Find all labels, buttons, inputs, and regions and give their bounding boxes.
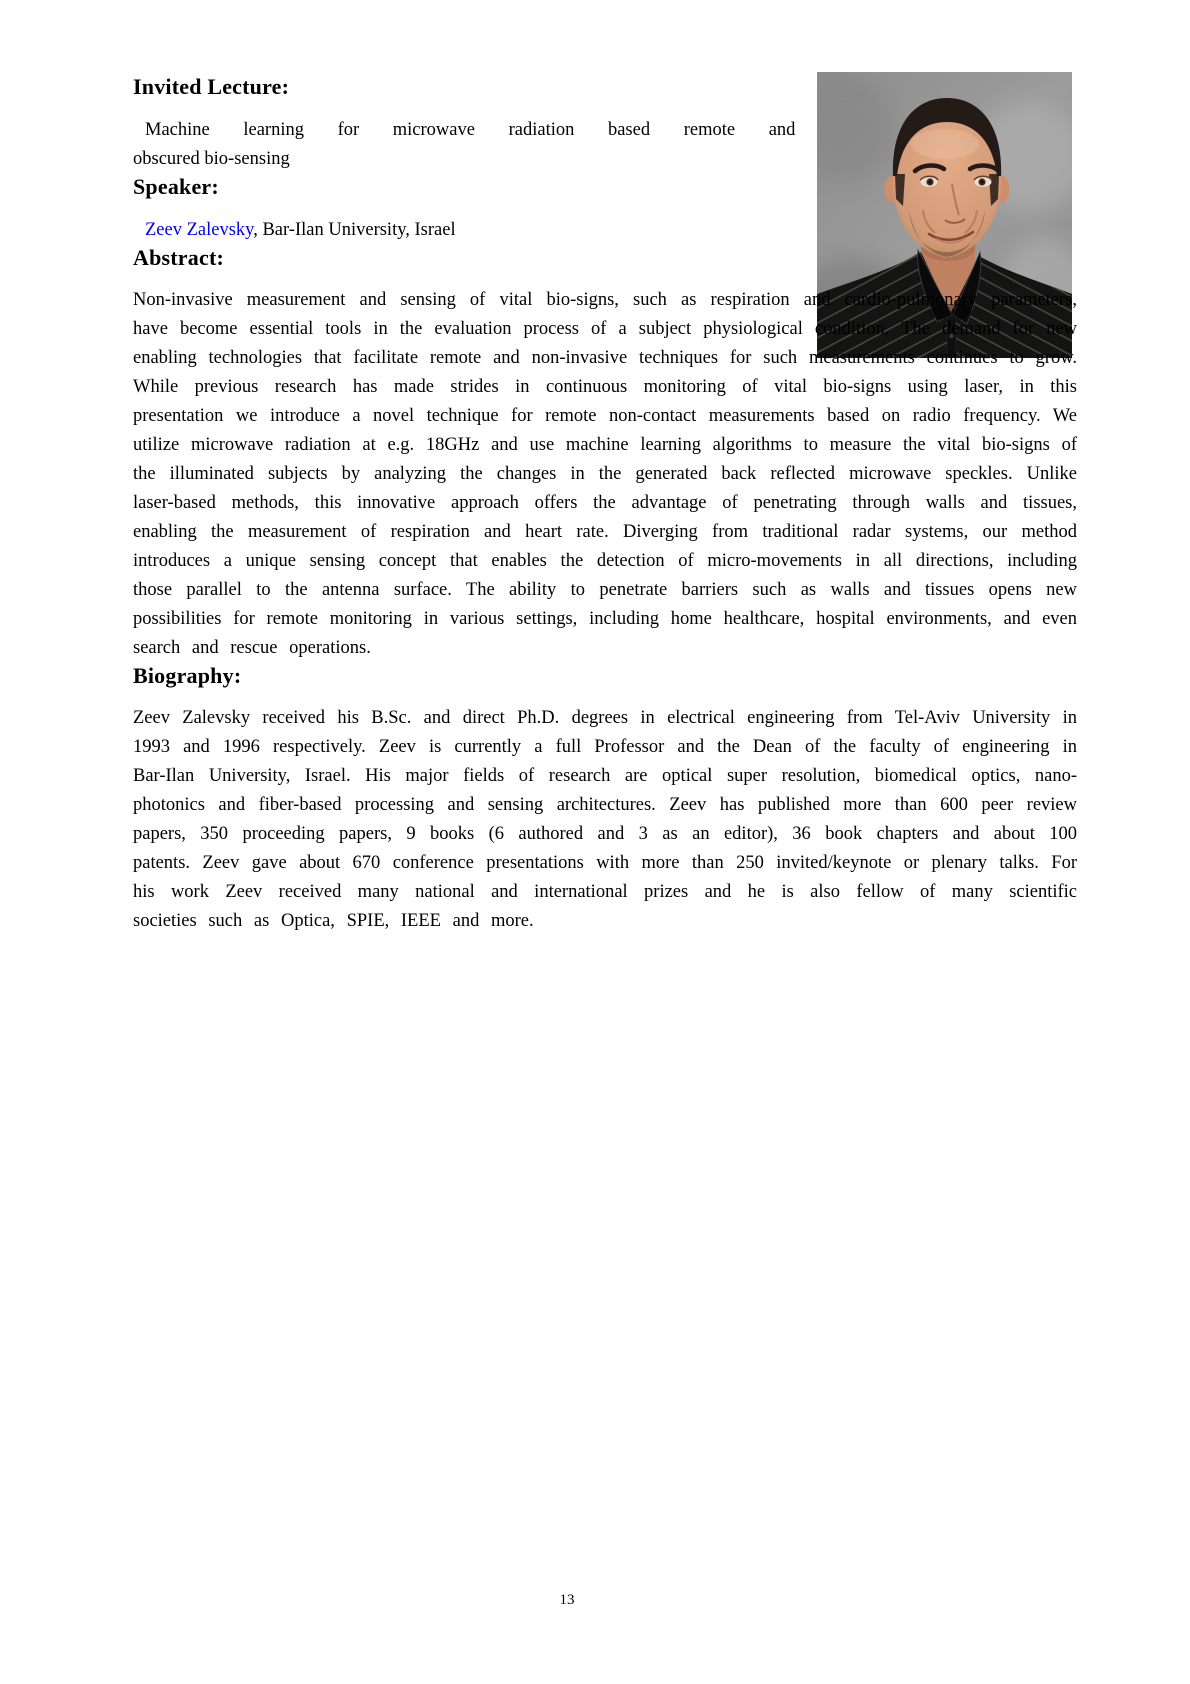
biography-heading: Biography:: [133, 663, 242, 688]
lecture-title: [133, 116, 823, 174]
speaker-affiliation: , Bar-Ilan University, Israel: [253, 220, 456, 240]
speaker-line: [133, 216, 1077, 245]
abstract-heading: Abstract:: [133, 245, 224, 270]
lecture-title-line1: Machine learning for microwave radiation based remote and: [145, 120, 796, 140]
invited-lecture-heading: Invited Lecture:: [133, 74, 290, 99]
speaker-heading: Speaker:: [133, 174, 219, 199]
biography-text: Zeev Zalevsky received his B.Sc. and direct Ph.D. degrees in electrical engineering from Tel-Aviv University in 1993 and 1996 respectively. Zeev is currently a full Professor and the Dean of the faculty of engineering in Bar-Ilan University, Israel. His major fields of research are optical super resolution, biomedical optics, nano-photonics and fiber-based processing and sensing architectures. Zeev has published more than 600 peer review papers, 350 proceeding papers, 9 books (6 authored and 3 as an editor), 36 book chapters and about 100 patents. Zeev gave about 670 conference presentations with more than 250 invited/keynote or plenary talks. For his work Zeev received many national and international prizes and he is also fellow of many scientific societies such as Optica, SPIE, IEEE and more.: [133, 708, 1077, 931]
abstract-text: Non-invasive measurement and sensing of vital bio-signs, such as respiration and cardio-pulmonary parameters, have become essential tools in the evaluation process of a subject physiological condition. The demand for new enabling technologies that facilitate remote and non-invasive techniques for such measurements continues to grow. While previous research has made strides in continuous monitoring of vital bio-signs using laser, in this presentation we introduce a novel technique for remote non-contact measurements based on radio frequency. We utilize microwave radiation at e.g. 18GHz and use machine learning algorithms to measure the vital bio-signs of the illuminated subjects by analyzing the changes in the generated back reflected microwave speckles. Unlike laser-based methods, this innovative approach offers the advantage of penetrating through walls and tissues, enabling the measurement of respiration and heart rate. Diverging from traditional radar systems, our method introduces a unique sensing concept that enables the detection of micro-movements in all directions, including those parallel to the antenna surface. The ability to penetrate barriers such as walls and tissues opens new possibilities for remote monitoring in various settings, including home healthcare, hospital environments, and even search and rescue operations.: [133, 290, 1077, 658]
document-content: [133, 74, 1077, 936]
speaker-name-link[interactable]: Zeev Zalevsky: [145, 220, 254, 240]
lecture-title-line2: obscured bio-sensing: [133, 149, 290, 169]
page-number: 13: [559, 1592, 575, 1608]
